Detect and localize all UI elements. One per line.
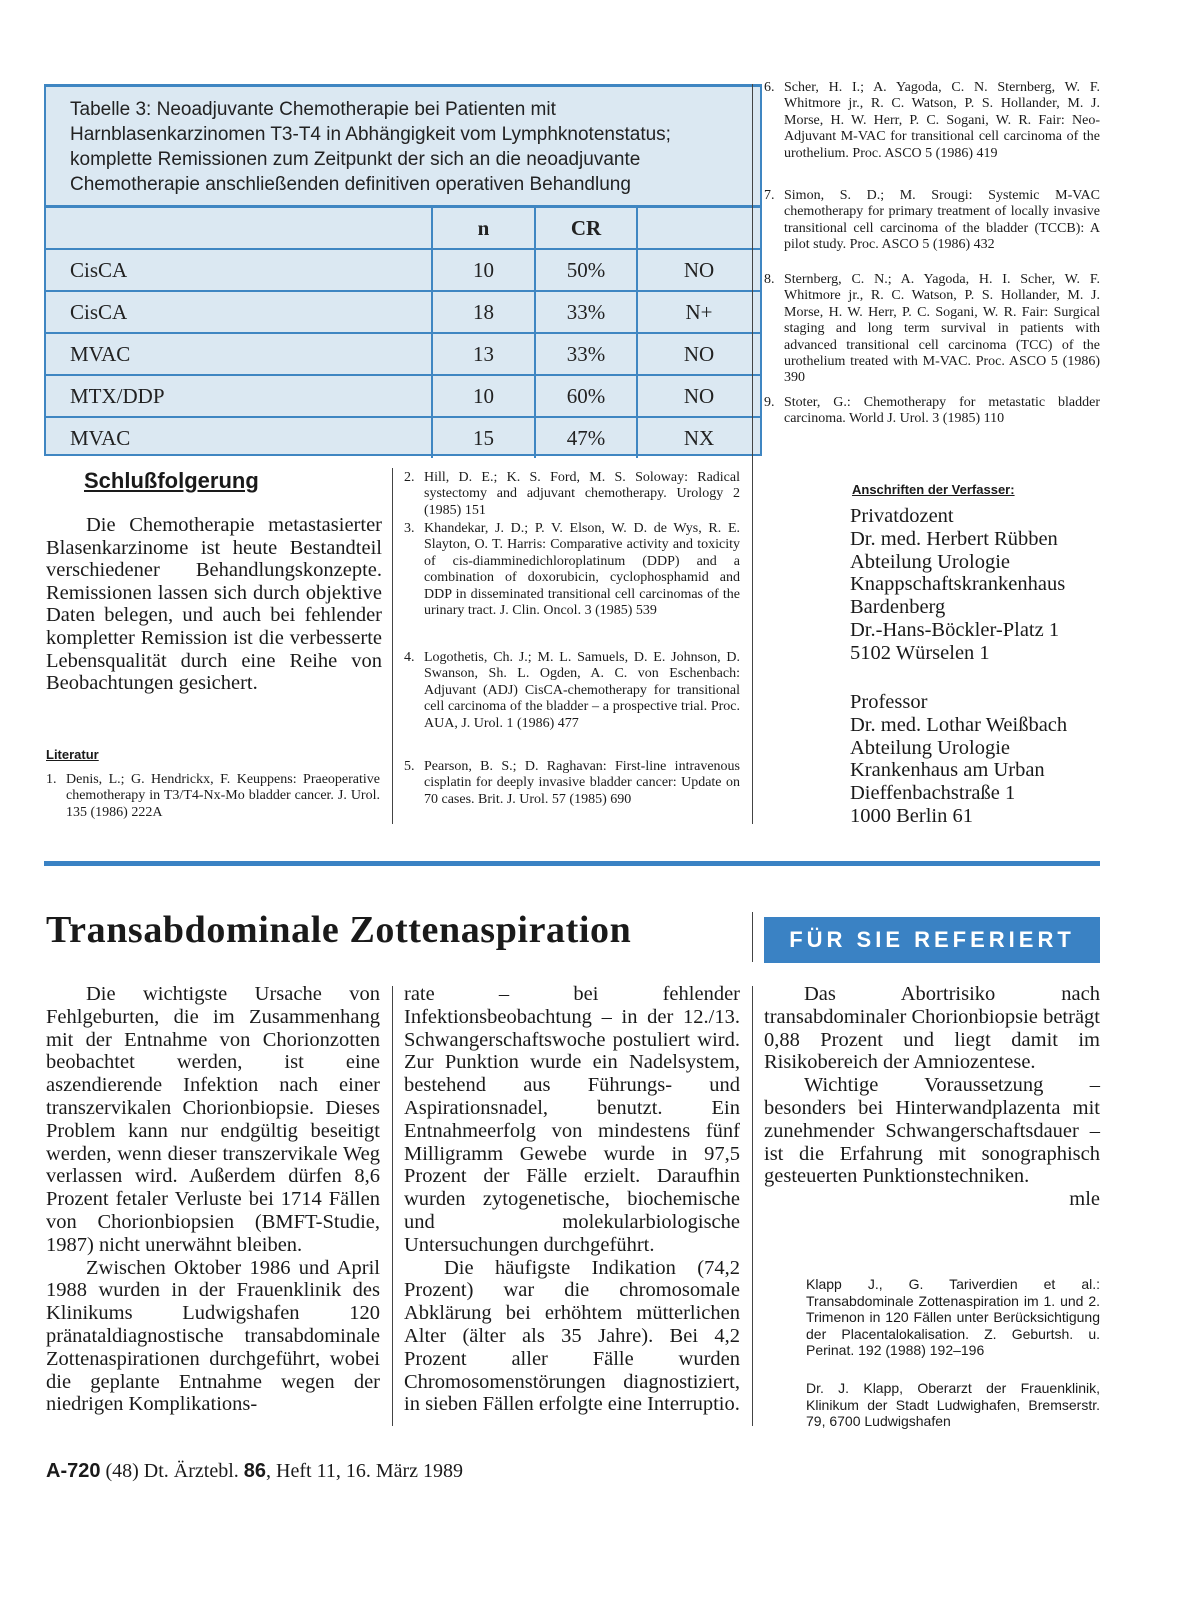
paragraph: Das Abortrisiko nach transabdominaler Chorionbiopsie beträgt 0,88 Prozent und liegt damit im Risikobereich der Amniozentese. xyxy=(764,983,1100,1074)
address-line: Bardenberg xyxy=(850,596,946,619)
paragraph: Die häufigste Indikation (74,2 Prozent) war die chromosomale Abklärung bei erhöhtem mütterlichen Alter (älter als 35 Jahre). Bei 4,2 Prozent aller Fälle wurden Chromosomenstörungen diagnostiziert, in sieben Fällen erfolgte eine Interruptio. xyxy=(404,1256,740,1416)
journal-issue: , Heft 11, 16. März 1989 xyxy=(266,1460,464,1482)
table-row xyxy=(46,249,760,291)
status-cell: NO xyxy=(637,375,760,417)
column-rule xyxy=(392,986,393,1426)
address-line: Professor xyxy=(850,691,928,713)
article-column-1 xyxy=(46,983,380,1416)
author-address-2 xyxy=(850,691,1067,828)
cr-cell: 47% xyxy=(535,417,637,458)
column-rule xyxy=(752,84,753,824)
reference-text: Pearson, B. S.; D. Raghavan: First-line intravenous cisplatin for deeply invasive bladder cancer: Update on 70 cases. Brit. J. Urol. 57 (1985) 690 xyxy=(424,759,740,807)
source-citation: Klapp J., G. Tariverdien et al.: Transabdominale Zottenaspiration im 1. und 2. Trimenon in 120 Fällen unter Berücksichtigung der Placentalokalisation. Z. Geburtsh. u. Perinat. 192 (1988) 192–196 xyxy=(806,1276,1100,1359)
page-number: A-720 xyxy=(46,1460,101,1482)
conclusion-heading: Schlußfolgerung xyxy=(84,468,259,493)
table-row xyxy=(46,417,760,458)
address-line: Dieffenbachstraße 1 xyxy=(850,782,1016,805)
header-cell xyxy=(46,208,432,249)
paragraph: Die wichtigste Ursache von Fehlgeburten, die im Zusammenhang mit der Entnahme von Chorionzotten beobachtet werden, ist eine aszendierende Infektion nach einer transzervikalen Chorionbiopsie. Dieses Problem kann nur endgültig beseitigt werden, wenn dieser transzervikale Weg verlassen wird. Außerdem dürfen 8,6 Prozent fetaler Verluste bei 1714 Fällen von Chorionbiopsien (BMFT-Studie, 1987) nicht unerwähnt bleiben. xyxy=(46,983,380,1256)
reference-item xyxy=(764,272,1100,387)
regimen-cell: CisCA xyxy=(46,291,432,333)
table-header-row xyxy=(46,208,760,249)
reference-item xyxy=(404,759,740,808)
reference-number: 2. xyxy=(404,470,415,485)
article-title: Transabdominale Zottenaspiration xyxy=(46,909,632,951)
table-row xyxy=(46,291,760,333)
status-cell: NO xyxy=(637,333,760,375)
address-line: Abteilung Urologie xyxy=(850,550,1010,573)
section-divider xyxy=(44,861,1100,866)
address-line: Privatdozent xyxy=(850,505,954,527)
status-cell: N+ xyxy=(637,291,760,333)
table-row xyxy=(46,333,760,375)
address-line: Dr.-Hans-Böckler-Platz 1 xyxy=(850,618,1060,641)
article-column-3 xyxy=(764,983,1100,1211)
address-line: 1000 Berlin 61 xyxy=(850,804,973,827)
reference-text: Logothetis, Ch. J.; M. L. Samuels, D. E. Johnson, D. Swanson, Sh. L. Ogden, A. C. von Eschenbach: Adjuvant (ADJ) CisCA-chemotherapy for transitional cell carcinoma of the bladder – a prospective trial. Proc. AUA, J. Urol. 1 (1986) 477 xyxy=(424,650,740,731)
reference-item xyxy=(764,188,1100,254)
source-address: Dr. J. Klapp, Oberarzt der Frauenklinik, Klinikum der Stadt Ludwighafen, Bremserstr. 79, 6700 Ludwigshafen xyxy=(806,1380,1100,1430)
reference-item xyxy=(46,772,380,821)
reference-text: Sternberg, C. N.; A. Yagoda, H. I. Scher, W. F. Whitmore jr., R. C. Watson, P. S. Hollander, M. J. Morse, H. W. Herr, P. C. Sogani, W. R. Fair: Surgical staging and long term survival in patients with advanced transitional cell carcinoma (TCC) of the urothelium treated with M-VAC. Proc. ASCO 5 (1986) 390 xyxy=(784,272,1100,386)
reference-text: Stoter, G.: Chemotherapy for metastatic bladder carcinoma. World J. Urol. 3 (1985) 110 xyxy=(784,395,1100,427)
n-cell: 18 xyxy=(432,291,535,333)
address-line: Krankenhaus am Urban xyxy=(850,759,1045,782)
reference-item xyxy=(404,650,740,732)
reference-number: 5. xyxy=(404,759,415,774)
addresses-heading: Anschriften der Verfasser: xyxy=(852,482,1015,497)
section-badge: FÜR SIE REFERIERT xyxy=(764,917,1100,963)
author-address-1 xyxy=(850,505,1065,665)
journal-volume: 86 xyxy=(243,1460,267,1482)
regimen-cell: MTX/DDP xyxy=(46,375,432,417)
paragraph: rate – bei fehlender Infektionsbeobachtung – in der 12./13. Schwangerschaftswoche postuliert wird. Zur Punktion wurde ein Nadelsystem, bestehend aus Führungs- und Aspirationsnadel, benutzt. Ein Entnahmeerfolg von mindestens fünf Milligramm Gewebe wurde in 97,5 Prozent der Fälle erzielt. Daraufhin wurden zytogenetische, biochemische und molekularbiologische Untersuchungen durchgeführt. xyxy=(404,983,740,1256)
article-column-2 xyxy=(404,983,740,1416)
header-cell-cr: CR xyxy=(535,208,637,249)
header-cell xyxy=(637,208,760,249)
cr-cell: 60% xyxy=(535,375,637,417)
cr-cell: 33% xyxy=(535,333,637,375)
table-caption: Tabelle 3: Neoadjuvante Chemotherapie bei Patienten mit Harnblasenkarzinomen T3-T4 in Abhängigkeit vom Lymphknotenstatus; komplette Remissionen zum Zeitpunkt der sich an die neoadjuvante Chemotherapie anschließenden definitiven operativen Behandlung xyxy=(70,99,671,195)
regimen-cell: MVAC xyxy=(70,425,131,450)
reference-text: Khandekar, J. D.; P. V. Elson, W. D. de Wys, R. E. Slayton, O. T. Harris: Comparative activity and toxicity of cis-diamminedichloroplatinum (DDP) and a combination of doxorubicin, cyclophosphamid and DDP in disseminated transitional cell carcinomas of the urinary tract. J. Clin. Oncol. 3 (1985) 539 xyxy=(424,521,740,619)
paragraph: Zwischen Oktober 1986 und April 1988 wurden in der Frauenklinik des Klinikums Ludwigshafen 120 pränataldiagnostische transabdominale Zottenaspirationen durchgeführt, wobei die geplante Entnahme wegen der niedrigen Komplikations- xyxy=(46,1256,380,1416)
reference-text: Scher, H. I.; A. Yagoda, C. N. Sternberg, W. F. Whitmore jr., R. C. Watson, P. S. Hollander, M. J. Morse, H. W. Herr, P. C. Sogani, W. R. Fair: Neo-Adjuvant M-VAC for transitional cell carcinoma of the urothelium. Proc. ASCO 5 (1986) 419 xyxy=(784,80,1100,161)
reference-item xyxy=(764,80,1100,162)
table-3 xyxy=(44,84,762,456)
reference-text: Hill, D. E.; K. S. Ford, M. S. Soloway: Radical systectomy and adjuvant chemotherapy. Urology 2 (1985) 151 xyxy=(424,470,740,518)
address-line: Dr. med. Herbert Rübben xyxy=(850,527,1058,550)
address-line: Abteilung Urologie xyxy=(850,736,1010,759)
n-cell: 15 xyxy=(432,417,535,458)
reference-number: 4. xyxy=(404,650,415,665)
remission-table xyxy=(46,208,760,458)
reference-number: 6. xyxy=(764,80,775,95)
status-cell: NO xyxy=(637,249,760,291)
address-line: Dr. med. Lothar Weißbach xyxy=(850,713,1068,736)
reference-text: Denis, L.; G. Hendrickx, F. Keuppens: Praeoperative chemotherapy in T3/T4-Nx-Mo bladder cancer. J. Urol. 135 (1986) 222A xyxy=(66,772,380,820)
paragraph: Wichtige Voraussetzung – besonders bei Hinterwandplazenta mit zunehmender Schwangerschaftsdauer – ist die Erfahrung mit sonographisch gesteuerten Punktionstechniken. xyxy=(764,1074,1100,1188)
conclusion-text: Die Chemotherapie metastasierter Blasenkarzinome ist heute Bestandteil verschiedener Behandlungskonzepte. Remissionen lassen sich durch objektive Daten belegen, und auch bei fehlender kompletter Remission ist die verbesserte Lebensqualität durch eine Reihe von Beobachtungen gesichert. xyxy=(46,514,382,695)
regimen-cell: CisCA xyxy=(46,249,432,291)
n-cell: 10 xyxy=(432,249,535,291)
reference-number: 7. xyxy=(764,188,775,203)
address-line: Knappschaftskrankenhaus xyxy=(850,573,1066,596)
reference-number: 3. xyxy=(404,521,415,536)
journal-name: (48) Dt. Ärztebl. xyxy=(105,1460,239,1482)
table-row xyxy=(46,375,760,417)
regimen-cell: MVAC xyxy=(46,333,432,375)
reference-item xyxy=(404,470,740,519)
n-cell: 10 xyxy=(432,375,535,417)
literature-heading: Literatur xyxy=(46,747,99,762)
page-footer xyxy=(46,1460,463,1483)
n-cell: 13 xyxy=(432,333,535,375)
reference-item xyxy=(404,521,740,619)
address-line: 5102 Würselen 1 xyxy=(850,641,990,664)
reference-number: 9. xyxy=(764,395,775,410)
reference-item xyxy=(764,395,1100,428)
author-signature: mle xyxy=(1069,1188,1100,1211)
cr-cell: 50% xyxy=(535,249,637,291)
reference-text: Simon, S. D.; M. Srougi: Systemic M-VAC chemotherapy for primary treatment of locally invasive transitional cell carcinoma of the bladder (TCCB): A pilot study. Proc. ASCO 5 (1986) 432 xyxy=(784,188,1100,253)
column-rule xyxy=(392,468,393,824)
column-rule xyxy=(752,986,753,1426)
reference-number: 1. xyxy=(46,772,57,787)
reference-number: 8. xyxy=(764,272,775,287)
header-cell-n: n xyxy=(432,208,535,249)
column-rule xyxy=(752,912,753,962)
status-cell: NX xyxy=(637,417,760,458)
cr-cell: 33% xyxy=(535,291,637,333)
